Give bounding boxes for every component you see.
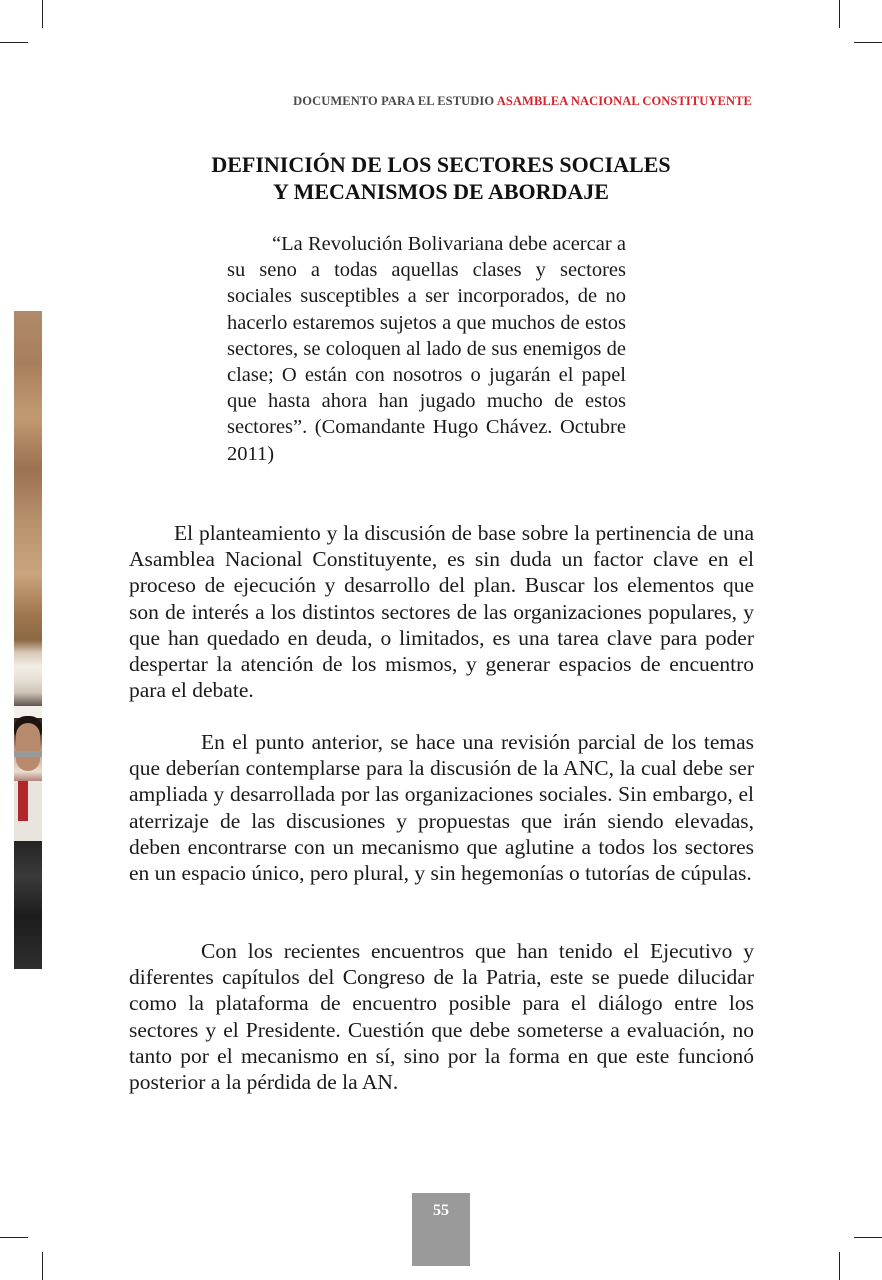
crop-mark-bottom-left-h: [0, 1237, 28, 1238]
crop-mark-top-left-h: [0, 42, 28, 43]
body-paragraph-1: El planteamiento y la discusión de base sobre la pertinencia de una Asamblea Nacional Constituyente, es sin duda un factor clave en el proceso de ejecución y desarrollo del plan. Buscar los elementos que son de interés a los distintos sectores de las organizaciones populares, y que han quedado en deuda, o limitados, es una tarea clave para poder despertar la atención de los mismos, y generar espacios de encuentro para el debate.: [129, 521, 754, 703]
running-head-accent: ASAMBLEA NACIONAL CONSTITUYENTE: [496, 94, 752, 108]
crop-mark-top-right-h: [854, 42, 882, 43]
crop-mark-bottom-right-v: [839, 1252, 840, 1280]
epigraph-quote: “La Revolución Bolivariana debe acercar a su seno a todas aquellas clases y sectores sociales susceptibles a ser incorporados, de no hacerlo estaremos sujetos a que muchos de estos sectores, se coloquen al lado de sus enemigos de clase; O están con nosotros o jugarán el papel que hasta ahora han jugado mucho de estos sectores”. (Comandante Hugo Chávez. Octubre 2011): [227, 233, 626, 465]
running-head-prefix: DOCUMENTO PARA EL ESTUDIO: [293, 94, 497, 108]
section-title-line-1: DEFINICIÓN DE LOS SECTORES SOCIALES: [211, 152, 671, 177]
crop-mark-bottom-right-h: [854, 1237, 882, 1238]
section-title-line-2: Y MECANISMOS DE ABORDAJE: [273, 179, 609, 204]
crop-mark-top-right-v: [839, 0, 840, 28]
side-photo-strip: [14, 311, 42, 969]
running-head: [293, 94, 752, 109]
page-number: 55: [412, 1193, 470, 1266]
body-paragraph-3: Con los recientes encuentros que han tenido el Ejecutivo y diferentes capítulos del Congreso de la Patria, este se puede dilucidar como la plataforma de encuentro posible para el diálogo entre los sectores y el Presidente. Cuestión que debe someterse a evaluación, no tanto por el mecanismo en sí, sino por la forma en que este funcionó posterior a la pérdida de la AN.: [129, 939, 754, 1095]
section-title: [0, 151, 882, 205]
crop-mark-top-left-v: [42, 0, 43, 28]
crop-mark-bottom-left-v: [42, 1252, 43, 1280]
body-paragraph-2: En el punto anterior, se hace una revisión parcial de los temas que deberían contemplarse para la discusión de la ANC, la cual debe ser ampliada y desarrollada por las organizaciones sociales. Sin embargo, el aterrizaje de las discusiones y propuestas que irán siendo elevadas, deben encontrarse con un mecanismo que aglutine a todos los sectores en un espacio único, pero plural, y sin hegemonías o tutorías de cúpulas.: [129, 730, 754, 886]
